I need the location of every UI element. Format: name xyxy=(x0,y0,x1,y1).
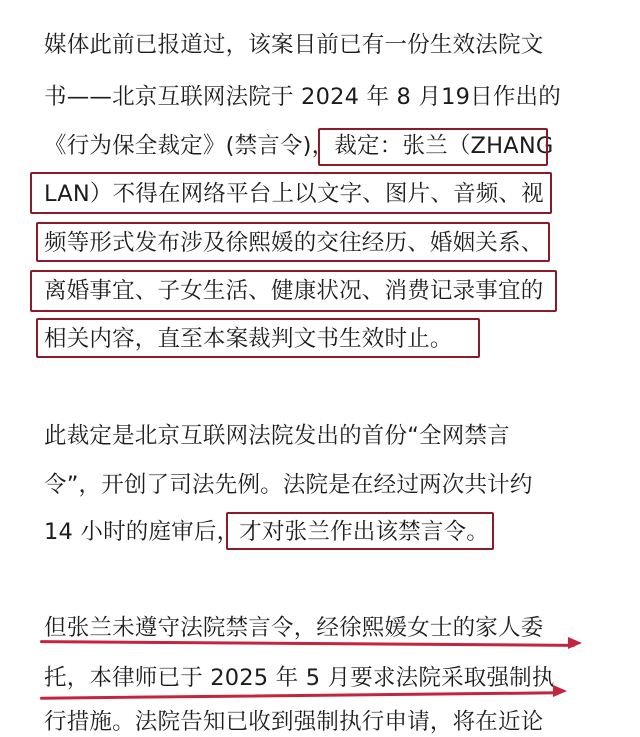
text-line: LAN）不得在网络平台上以文字、图片、音频、视 xyxy=(44,181,544,207)
text-line: 书——北京互联网法院于 2024 年 8 月19日作出的 xyxy=(44,84,561,110)
text-line: 媒体此前已报道过，该案目前已有一份生效法院文 xyxy=(44,32,544,58)
text-line: 相关内容，直至本案裁判文书生效时止。 xyxy=(44,326,453,352)
text-line: 频等形式发布涉及徐熙媛的交往经历、婚姻关系、 xyxy=(44,230,544,256)
text-line: 此裁定是北京互联网法院发出的首份“全网禁言 xyxy=(44,423,510,449)
text-line: 《行为保全裁定》(禁言令)，裁定：张兰（ZHANG xyxy=(44,133,554,159)
highlight-box xyxy=(226,512,494,550)
highlight-box xyxy=(30,172,552,214)
highlight-box xyxy=(30,270,557,312)
text-line: 托，本律师已于 2025 年 5 月要求法院采取强制执 xyxy=(44,665,555,691)
arrow-head-icon xyxy=(568,637,582,649)
highlight-box xyxy=(36,318,480,358)
text-line: 离婚事宜、子女生活、健康状况、消费记录事宜的 xyxy=(44,278,544,304)
arrow-head-icon xyxy=(553,685,567,697)
highlight-box xyxy=(36,222,550,262)
text-line: 但张兰未遵守法院禁言令，经徐熙媛女士的家人委 xyxy=(44,615,544,641)
highlight-box xyxy=(318,128,548,166)
text-line: 令”，开创了司法先例。法院是在经过两次共计约 xyxy=(44,472,533,498)
text-line: 14 小时的庭审后，才对张兰作出该禁言令。 xyxy=(44,519,489,545)
text-line: 行措施。法院告知已收到强制执行申请，将在近论 xyxy=(44,709,544,735)
